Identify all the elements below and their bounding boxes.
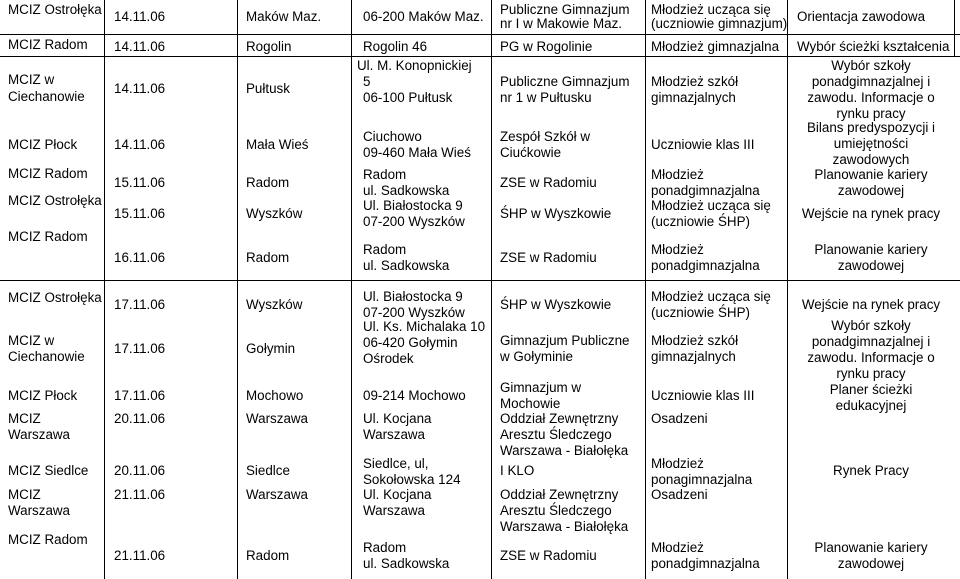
school-cell: I KLO <box>500 463 535 478</box>
group-cell: Uczniowie klas III <box>651 388 755 403</box>
topic-cell: rynku pracy <box>836 366 906 381</box>
date-cell: 15.11.06 <box>114 175 166 190</box>
org-cell: MCIZ Płock <box>8 137 78 152</box>
org-cell: MCIZ Radom <box>8 166 88 181</box>
date-cell: 21.11.06 <box>114 548 166 563</box>
address-cell: Ul. Białostocka 9 <box>363 198 463 213</box>
group-cell: Młodzież <box>651 456 704 471</box>
date-cell: 21.11.06 <box>114 487 166 502</box>
org-cell: MCIZ Radom <box>8 532 88 547</box>
org-cell: MCIZ <box>8 411 41 426</box>
town-cell: Warszawa <box>246 411 309 426</box>
topic-cell: zawodu. Informacje o <box>807 90 935 105</box>
town-cell: Wyszków <box>246 297 303 312</box>
topic-cell: rynku pracy <box>836 106 906 121</box>
group-cell: Młodzież <box>651 540 704 555</box>
school-cell: ZSE w Radomiu <box>500 175 597 190</box>
school-cell: Aresztu Śledczego <box>500 427 612 442</box>
town-cell: Mała Wieś <box>246 137 309 152</box>
town-cell: Maków Maz. <box>246 9 322 24</box>
topic-cell: zawodu. Informacje o <box>807 350 935 365</box>
town-cell: Mochowo <box>246 388 304 403</box>
group-cell: Młodzież szkół <box>651 333 739 348</box>
column-divider <box>351 0 352 579</box>
date-cell: 17.11.06 <box>114 341 166 356</box>
group-cell: ponagimnazjalna <box>651 472 753 487</box>
topic-cell: Planowanie kariery <box>814 242 928 257</box>
org-cell: Ciechanowie <box>8 349 85 364</box>
topic-cell: Rynek Pracy <box>833 463 909 478</box>
address-cell: 09-214 Mochowo <box>363 388 466 403</box>
address-cell: Ul. M. Konopnickiej <box>357 58 472 73</box>
column-divider <box>237 0 238 579</box>
group-cell: (uczniowie ŚHP) <box>651 305 750 320</box>
address-cell: Warszawa <box>363 503 426 518</box>
org-cell: Ciechanowie <box>8 89 85 104</box>
org-cell: MCIZ Ostrołęka <box>8 2 102 17</box>
topic-cell: Wybór szkoły <box>831 318 911 333</box>
address-cell: Sokołowska 124 <box>363 472 461 487</box>
column-divider <box>491 0 492 579</box>
org-cell: MCIZ Ostrołęka <box>8 193 102 208</box>
org-cell: MCIZ Płock <box>8 388 78 403</box>
address-cell: Warszawa <box>363 427 426 442</box>
group-cell: gimnazjalnych <box>651 349 736 364</box>
school-cell: ŚHP w Wyszkowie <box>500 297 612 312</box>
group-cell: (uczniowie ŚHP) <box>651 214 750 229</box>
address-cell: ul. Sadkowska <box>363 556 450 571</box>
address-cell: 5 <box>363 74 371 89</box>
address-cell: 09-460 Mała Wieś <box>363 145 471 160</box>
group-cell: Młodzież gimnazjalna <box>651 39 780 54</box>
org-cell: MCIZ w <box>8 333 55 348</box>
date-cell: 14.11.06 <box>114 81 166 96</box>
topic-cell: Wybór szkoły <box>831 58 911 73</box>
group-cell: Osadzeni <box>651 487 708 502</box>
topic-cell: zawodowych <box>832 152 910 167</box>
date-cell: 17.11.06 <box>114 388 166 403</box>
school-cell: nr I w Makowie Maz. <box>500 16 623 31</box>
town-cell: Pułtusk <box>246 81 290 96</box>
address-cell: 07-200 Wyszków <box>363 214 465 229</box>
school-cell: Publiczne Gimnazjum <box>500 74 630 89</box>
org-cell: MCIZ <box>8 487 41 502</box>
topic-cell: zawodowej <box>837 556 905 571</box>
topic-cell: ponadgimnazjalnej i <box>811 334 931 349</box>
school-cell: Aresztu Śledczego <box>500 503 612 518</box>
town-cell: Radom <box>246 250 290 265</box>
address-cell: ul. Sadkowska <box>363 183 450 198</box>
org-cell: MCIZ Radom <box>8 37 88 52</box>
town-cell: Radom <box>246 548 290 563</box>
address-cell: Ul. Kocjana <box>363 487 432 502</box>
group-cell: Młodzież szkół <box>651 74 739 89</box>
date-cell: 14.11.06 <box>114 39 166 54</box>
address-cell: Radom <box>363 540 407 555</box>
org-cell: Warszawa <box>8 427 71 442</box>
org-cell: Warszawa <box>8 503 71 518</box>
topic-cell: ponadgimnazjalnej i <box>811 74 931 89</box>
group-cell: ponadgimnazjalna <box>651 556 760 571</box>
address-cell: Rogolin 46 <box>363 39 428 54</box>
topic-cell: zawodowej <box>837 258 905 273</box>
row-divider <box>0 56 960 57</box>
school-cell: Ciućkowie <box>500 145 562 160</box>
address-cell: Radom <box>363 167 407 182</box>
date-cell: 15.11.06 <box>114 206 166 221</box>
org-cell: MCIZ w <box>8 72 55 87</box>
group-cell: Młodzież ucząca się <box>651 2 771 17</box>
town-cell: Gołymin <box>246 341 296 356</box>
topic-cell: umiejętności <box>833 136 909 151</box>
date-cell: 14.11.06 <box>114 137 166 152</box>
town-cell: Wyszków <box>246 206 303 221</box>
column-divider <box>954 0 955 56</box>
group-cell: ponadgimnazjalna <box>651 258 760 273</box>
column-divider <box>104 0 105 579</box>
address-cell: 06-420 Gołymin <box>363 335 458 350</box>
topic-cell: Orientacja zawodowa <box>797 9 926 24</box>
school-cell: Oddział Zewnętrzny <box>500 487 619 502</box>
address-cell: 06-100 Pułtusk <box>363 90 453 105</box>
address-cell: Ul. Białostocka 9 <box>363 289 463 304</box>
org-cell: MCIZ Ostrołęka <box>8 290 102 305</box>
topic-cell: Bilans predyspozycji i <box>806 120 935 135</box>
org-cell: MCIZ Siedlce <box>8 463 89 478</box>
address-cell: Ośrodek <box>363 351 414 366</box>
date-cell: 20.11.06 <box>114 411 166 426</box>
school-cell: Publiczne Gimnazjum <box>500 2 630 17</box>
topic-cell: Planowanie kariery <box>814 540 928 555</box>
date-cell: 16.11.06 <box>114 250 166 265</box>
town-cell: Rogolin <box>246 39 292 54</box>
row-divider <box>0 34 960 35</box>
org-cell: MCIZ Radom <box>8 229 88 244</box>
group-cell: Młodzież ucząca się <box>651 198 771 213</box>
address-cell: Radom <box>363 242 407 257</box>
address-cell: 07-200 Wyszków <box>363 305 465 320</box>
school-cell: ZSE w Radomiu <box>500 250 597 265</box>
table-break <box>0 280 960 281</box>
school-cell: ŚHP w Wyszkowie <box>500 206 612 221</box>
topic-cell: Wybór ścieżki kształcenia <box>797 39 950 54</box>
date-cell: 14.11.06 <box>114 9 166 24</box>
topic-cell: Wejście na rynek pracy <box>801 297 941 312</box>
school-cell: Warszawa - Białołęka <box>500 443 629 458</box>
school-cell: nr 1 w Pułtusku <box>500 90 592 105</box>
address-cell: Siedlce, ul, <box>363 456 429 471</box>
town-cell: Radom <box>246 175 290 190</box>
school-cell: ZSE w Radomiu <box>500 548 597 563</box>
address-cell: ul. Sadkowska <box>363 258 450 273</box>
group-cell: Uczniowie klas III <box>651 137 755 152</box>
topic-cell: Planowanie kariery <box>814 167 928 182</box>
address-cell: Ul. Ks. Michalaka 10 <box>363 319 486 334</box>
address-cell: Ul. Kocjana <box>363 411 432 426</box>
group-cell: Osadzeni <box>651 411 708 426</box>
group-cell: ponadgimnazjalna <box>651 183 760 198</box>
group-cell: (uczniowie gimnazjum) <box>651 16 788 31</box>
school-cell: Gimnazjum w <box>500 380 582 395</box>
column-divider <box>645 0 646 579</box>
group-cell: Młodzież <box>651 167 704 182</box>
date-cell: 17.11.06 <box>114 297 166 312</box>
group-cell: Młodzież <box>651 242 704 257</box>
topic-cell: edukacyjnej <box>835 398 907 413</box>
topic-cell: Wejście na rynek pracy <box>801 206 941 221</box>
school-cell: Zespół Szkół w <box>500 129 591 144</box>
town-cell: Warszawa <box>246 487 309 502</box>
group-cell: gimnazjalnych <box>651 90 736 105</box>
school-cell: w Gołyminie <box>500 349 573 364</box>
group-cell: Młodzież ucząca się <box>651 289 771 304</box>
address-cell: 06-200 Maków Maz. <box>363 9 484 24</box>
school-cell: Oddział Zewnętrzny <box>500 411 619 426</box>
address-cell: Ciuchowo <box>363 129 422 144</box>
school-cell: PG w Rogolinie <box>500 39 593 54</box>
school-cell: Mochowie <box>500 396 561 411</box>
topic-cell: zawodowej <box>837 183 905 198</box>
school-cell: Gimnazjum Publiczne <box>500 333 630 348</box>
date-cell: 20.11.06 <box>114 463 166 478</box>
town-cell: Siedlce <box>246 463 290 478</box>
school-cell: Warszawa - Białołęka <box>500 519 629 534</box>
topic-cell: Planer ścieżki <box>829 382 913 397</box>
